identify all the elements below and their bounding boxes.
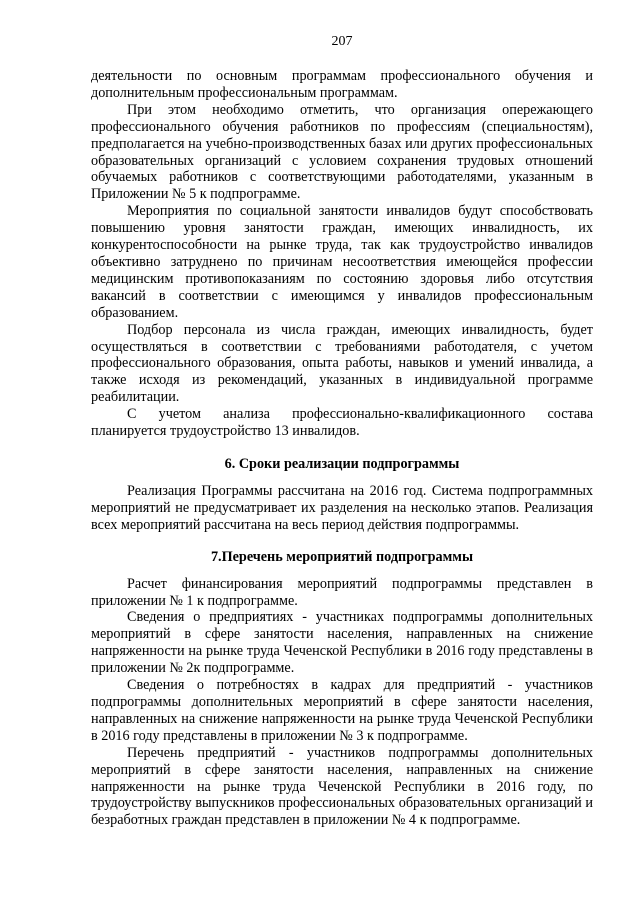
paragraph-personnel-selection: Подбор персонала из числа граждан, имеющих инвалидность, будет осуществляться в соответствии с требованиями работодателя, с учетом профессионального образования, опыта работы, навыков и умений инвалида, а также исходя из рекомендаций, указанных в индивидуальной программе реабилитации. bbox=[91, 321, 593, 406]
section-7-paragraph-staff-needs: Сведения о потребностях в кадрах для предприятий - участников подпрограммы дополнительных мероприятий в сфере занятости населения, направленных на снижение напряженности на рынке труда Чеченской Республики в 2016 году представлены в приложении № 3 к подпрограмме. bbox=[91, 677, 593, 744]
section-7-paragraph-graduates: Перечень предприятий - участников подпрограммы дополнительных мероприятий в сфере занятости населения, направленных на снижение напряженности на рынке труда Чеченской Республики в 2016 году, по трудоустройству выпускников профессиональных образовательных организаций и безработных граждан представлен в приложении № 4 к подпрограмме. bbox=[91, 744, 593, 829]
section-7-paragraph-enterprises: Сведения о предприятиях - участниках подпрограммы дополнительных мероприятий в сфере занятости населения, направленных на снижение напряженности на рынке труда Чеченской Республики в 2016 году представлены в приложении № 2к подпрограмме. bbox=[91, 609, 593, 677]
section-7-heading: 7.Перечень мероприятий подпрограммы bbox=[210, 548, 474, 565]
section-7-paragraph-financing: Расчет финансирования мероприятий подпрограммы представлен в приложении № 1 к подпрограмме. bbox=[91, 575, 593, 609]
paragraph-disabled-employment: Мероприятия по социальной занятости инвалидов будут способствовать повышению уровня занятости граждан, имеющих инвалидность, их конкурентоспособности на рынке труда, так как трудоустройство инвалидов объективно затруднено по причинам несоответствия имеющейся профессии медицинским противопоказаниям по состоянию здоровья либо отсутствия вакансий в соответствии с имеющимся у инвалидов профессиональным образованием. bbox=[91, 203, 593, 321]
document-body bbox=[91, 68, 593, 829]
paragraph-continuation: деятельности по основным программам профессионального обучения и дополнительным профессиональным программам. bbox=[91, 68, 593, 101]
section-6-paragraph: Реализация Программы рассчитана на 2016 год. Система подпрограммных мероприятий не предусматривает их разделения на несколько этапов. Реализация всех мероприятий рассчитана на весь период действия подпрограммы. bbox=[91, 482, 593, 533]
section-6-heading: 6. Сроки реализации подпрограммы bbox=[224, 455, 460, 472]
page-number: 207 bbox=[331, 34, 353, 49]
paragraph-advanced-training: При этом необходимо отметить, что организация опережающего профессионального обучения работников по профессиям (специальностям), предполагается на учебно-производственных базах или других профессиональных образовательных организаций с условием сохранения трудовых отношений обучаемых работников с соответствующими работодателями, указанным в Приложении № 5 к подпрограмме. bbox=[91, 101, 593, 203]
paragraph-employment-plan: С учетом анализа профессионально-квалификационного состава планируется трудоустройство 13 инвалидов. bbox=[91, 406, 593, 440]
